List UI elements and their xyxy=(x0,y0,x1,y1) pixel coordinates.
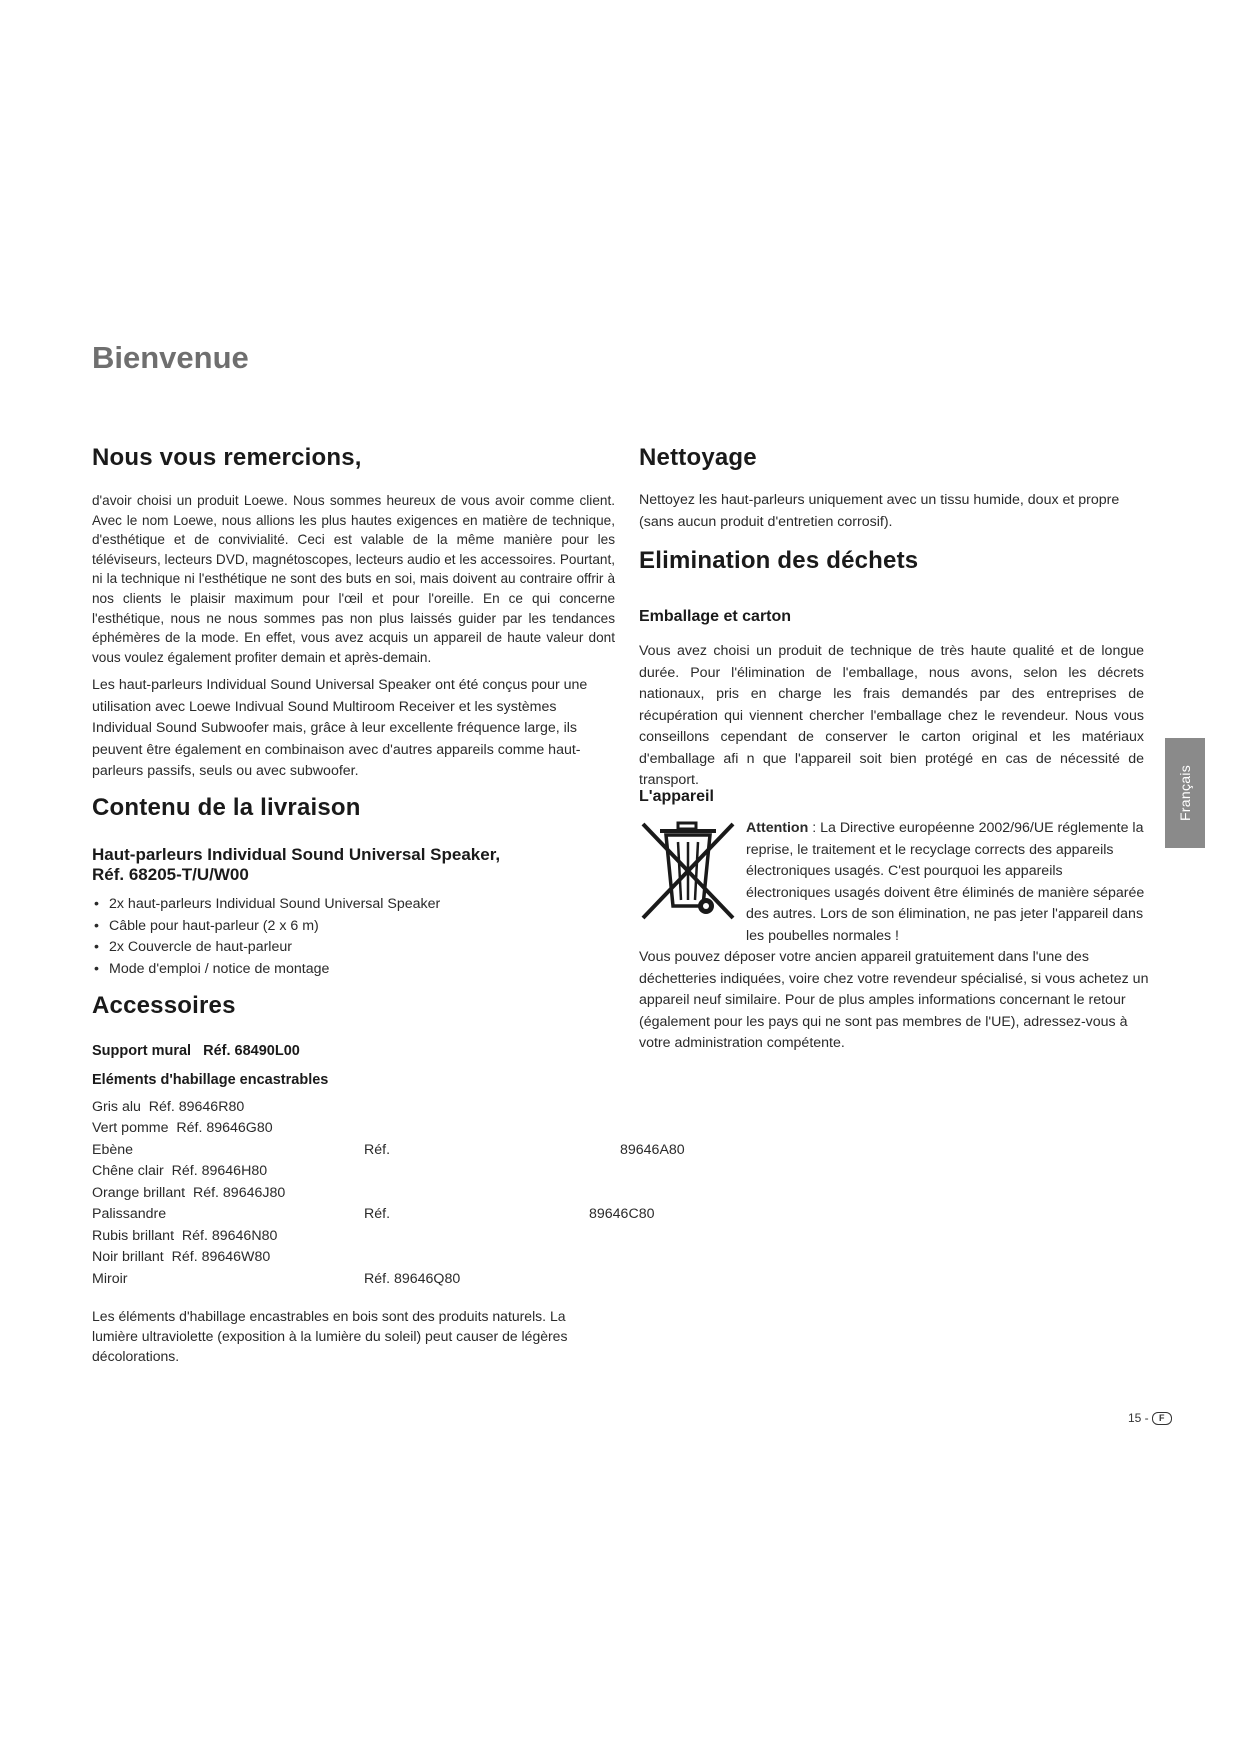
trim-name: Vert pomme xyxy=(92,1120,169,1136)
language-side-tab-label: Français xyxy=(1177,764,1193,822)
list-item: • Câble pour haut-parleur (2 x 6 m) xyxy=(92,916,615,938)
trim-row-chene-clair xyxy=(92,1163,267,1179)
delivery-subheading xyxy=(92,845,500,885)
trim-name: Orange brillant xyxy=(92,1185,186,1201)
wall-mount-ref: Réf. 68490L00 xyxy=(203,1043,300,1059)
trim-ref: Réf. 89646H80 xyxy=(171,1163,268,1179)
page-number-text: 15 - xyxy=(1128,1411,1149,1425)
crossed-out-bin-icon xyxy=(638,820,738,922)
language-side-tab xyxy=(1165,738,1205,848)
delivery-list xyxy=(92,894,615,980)
cleaning-text: Nettoyez les haut-parleurs uniquement avec un tissu humide, doux et propre (sans aucun produit d'entretien corrosif). xyxy=(639,492,1120,530)
language-badge-icon: F xyxy=(1152,1412,1172,1425)
trim-row-noir-brillant xyxy=(92,1249,270,1265)
delivery-subheading-line2: Réf. 68205-T/U/W00 xyxy=(92,865,249,884)
trim-row-vert-pomme xyxy=(92,1120,273,1136)
trim-row-rubis-brillant xyxy=(92,1228,277,1244)
packaging-text: Vous avez choisi un produit de technique de très haute qualité et de longue durée. Pour l'élimination de l'emballage, nous avons, selon les décrets nationaux, pris en charge les frais demandés par des entreprises de récupération qui viennent chercher l'emballage chez le revendeur. Nous vous conseillons cependant de conserver le carton original et les matériaux d'emballage afi n que l'appareil soit bien protégé en cas de nécessité de transport. xyxy=(639,643,1144,788)
trim-heading: Eléments d'habillage encastrables xyxy=(92,1072,329,1088)
attention-label: Attention xyxy=(746,820,809,836)
list-item: • 2x haut-parleurs Individual Sound Universal Speaker xyxy=(92,894,615,916)
trim-ref: Réf. 89646N80 xyxy=(181,1228,278,1244)
trim-name: Gris alu xyxy=(92,1099,141,1115)
accessories-heading: Accessoires xyxy=(92,992,236,1019)
thanks-heading: Nous vous remercions, xyxy=(92,444,362,471)
trim-row-miroir-name: Miroir xyxy=(92,1271,128,1287)
trim-row-palissandre-ref-number: 89646C80 xyxy=(589,1206,655,1222)
trim-row-palissandre-ref-label: Réf. xyxy=(364,1206,391,1222)
trim-note: Les éléments d'habillage encastrables en bois sont des produits naturels. La lumière ultraviolette (exposition à la lumière du soleil) peut causer de légères décolorations. xyxy=(92,1308,568,1364)
trim-ref: Réf. 89646J80 xyxy=(192,1185,286,1201)
trim-row-miroir-ref: Réf. 89646Q80 xyxy=(364,1271,461,1287)
delivery-subheading-line1: Haut-parleurs Individual Sound Universal Speaker, xyxy=(92,845,501,864)
list-item: • Mode d'emploi / notice de montage xyxy=(92,959,615,981)
thanks-paragraph-2: Les haut-parleurs Individual Sound Universal Speaker ont été conçus pour une utilisation avec Loewe Indivual Sound Multiroom Receiver et les systèmes Individual Sound Subwoofer mais, grâce à leur excellente fréquence large, ils peuvent être également en combinaison avec d'autres appareils comme haut-parleurs passifs, seuls ou avec subwoofer. xyxy=(92,677,588,779)
list-item: • 2x Couvercle de haut-parleur xyxy=(92,937,615,959)
trim-row-orange-brillant xyxy=(92,1185,285,1201)
trim-ref: Réf. 89646R80 xyxy=(148,1099,245,1115)
page-title: Bienvenue xyxy=(92,340,249,375)
trim-ref: Réf. 89646W80 xyxy=(171,1249,271,1265)
trim-name: Noir brillant xyxy=(92,1249,164,1265)
trim-row-gris-alu xyxy=(92,1099,244,1115)
delivery-heading: Contenu de la livraison xyxy=(92,794,361,821)
page-number xyxy=(1128,1411,1172,1425)
device-heading: L'appareil xyxy=(639,788,714,805)
trim-row-ebene-ref-number: 89646A80 xyxy=(620,1142,685,1158)
thanks-paragraph-1: d'avoir choisi un produit Loewe. Nous sommes heureux de vous avoir comme client. Avec le nom Loewe, nous allions les plus hautes exigences en matière de technique, d'esthétique et de convivialité. Ceci est valable de la même manière pour les téléviseurs, lecteurs DVD, magnétoscopes, lecteurs audio et les accessoires. Pourtant, ni la technique ni l'esthétique ne sont des buts en soi, mais doivent au contraire offrir à nos clients le plaisir maximum pour l'œil et pour l'oreille. En ce qui concerne l'esthétique, nous ne nous sommes pas non plus laissés guider par les tendances éphémères de la mode. En effet, vous avez acquis un appareil de haute valeur dont vous voulez également profiter demain et après-demain. xyxy=(92,493,615,665)
attention-paragraph xyxy=(746,818,1146,947)
trim-name: Rubis brillant xyxy=(92,1228,175,1244)
wall-mount-line xyxy=(92,1043,300,1059)
wall-mount-label: Support mural xyxy=(92,1043,192,1059)
packaging-heading: Emballage et carton xyxy=(639,608,792,625)
trim-row-ebene-name: Ebène xyxy=(92,1142,134,1158)
trim-ref: Réf. 89646G80 xyxy=(176,1120,273,1136)
return-text: Vous pouvez déposer votre ancien appareil gratuitement dans l'une des déchetteries indiquées, voire chez votre revendeur spécialisé, si vous achetez un appareil neuf similaire. Pour de plus amples informations concernant le retour (également pour les pays qui ne sont pas membres de l'UE), adressez-vous à votre administration compétente. xyxy=(639,949,1149,1051)
attention-text: : La Directive européenne 2002/96/UE réglemente la reprise, le traitement et le recyclage corrects des appareils électroniques usagés. C'est pourquoi les appareils électroniques usagés doivent être éliminés de manière séparée des autres. Lors de son élimination, ne pas jeter l'appareil dans les poubelles normales ! xyxy=(746,820,1145,944)
trim-row-palissandre-name: Palissandre xyxy=(92,1206,167,1222)
trim-row-ebene-ref-label: Réf. xyxy=(364,1142,391,1158)
cleaning-heading: Nettoyage xyxy=(639,444,757,471)
trim-name: Chêne clair xyxy=(92,1163,164,1179)
disposal-heading: Elimination des déchets xyxy=(639,547,919,574)
